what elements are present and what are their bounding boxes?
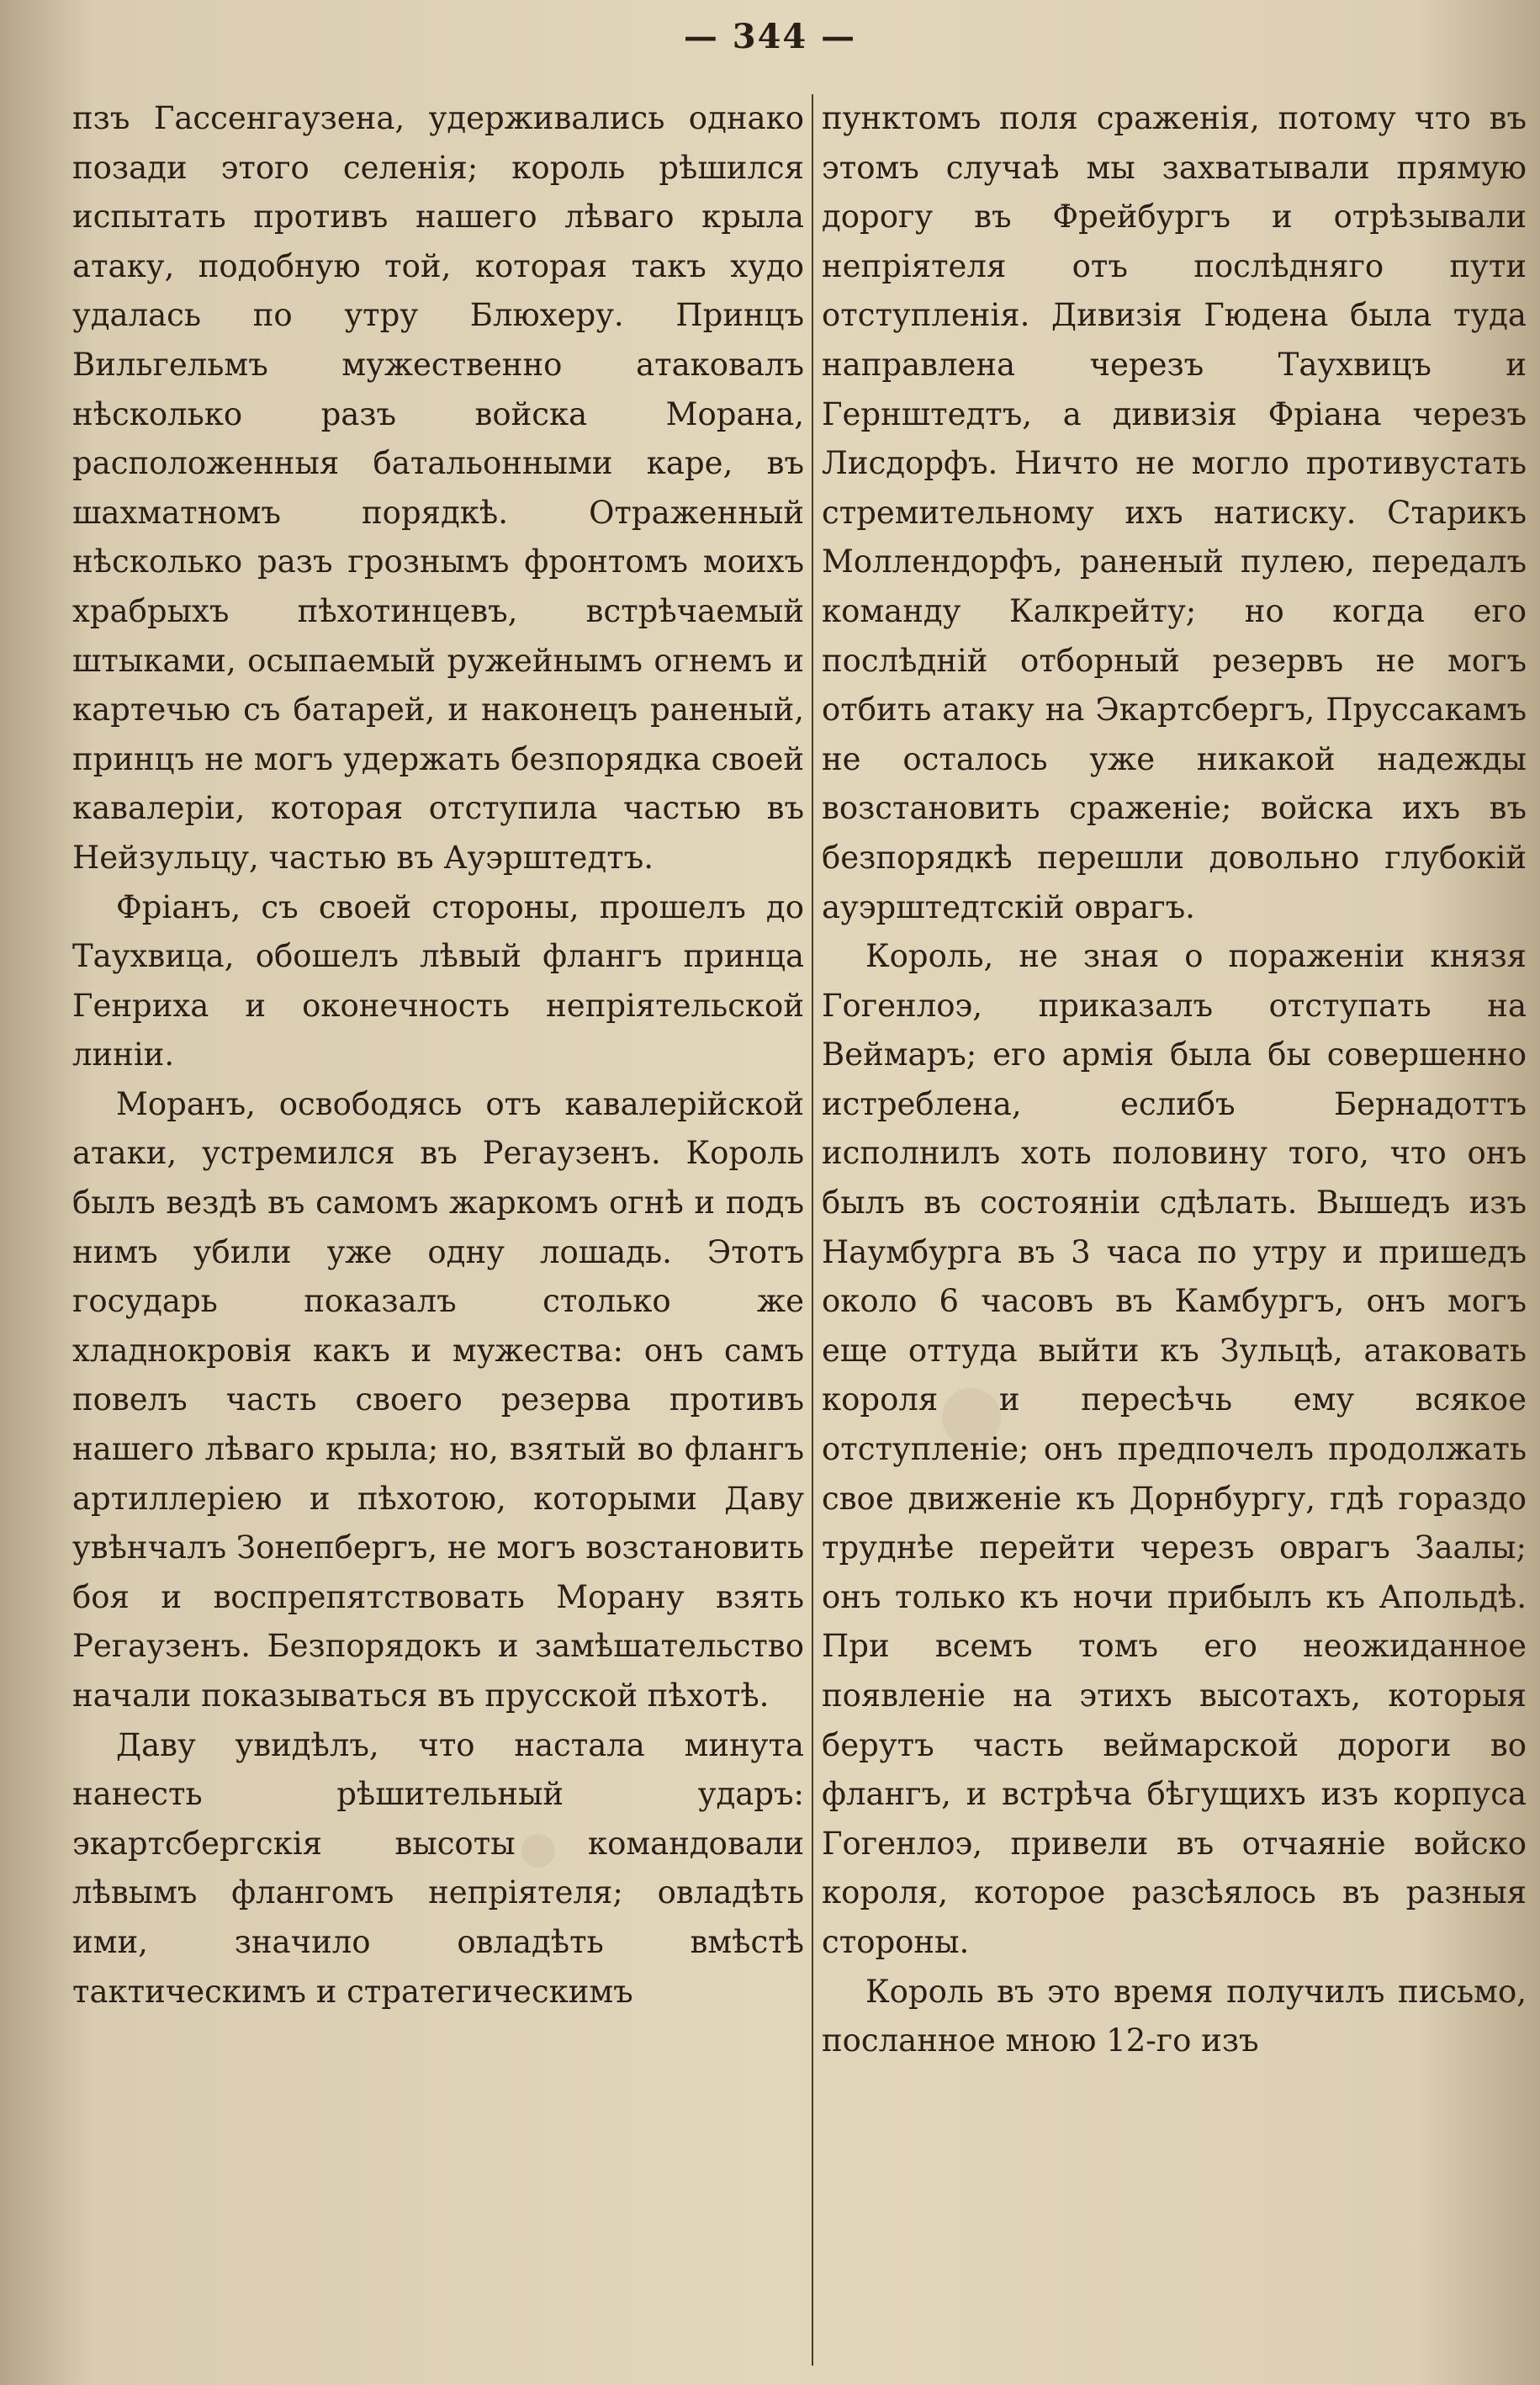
left-column (72, 94, 804, 2349)
paragraph: Фріанъ, съ своей стороны, прошелъ до Таухвица, обошелъ лѣвый флангъ принца Генриха и оконечность непріятельской линіи. (72, 888, 804, 1073)
paragraph: Моранъ, освободясь отъ кавалерійской атаки, устремился въ Регаузенъ. Король былъ вездѣ въ самомъ жаркомъ огнѣ и подъ нимъ убили уже одну лошадь. Этотъ государь показалъ столько же хладнокровія какъ и мужества: онъ самъ повелъ часть своего резерва противъ нашего лѣваго крыла; но, взятый во флангъ артиллеріею и пѣхотою, которыми Даву увѣнчалъ Зонепбергъ, не могъ возстановить боя и воспрепятствовать Морану взять Регаузенъ. Безпорядокъ и замѣшательство начали показываться въ прусской пѣхотѣ. (72, 1085, 804, 1714)
paragraph: Король въ это время получилъ письмо, посланное мною 12-го изъ (822, 1973, 1527, 2059)
right-column (822, 94, 1527, 2349)
page-number: — 344 — (683, 17, 857, 56)
column-divider (812, 94, 813, 2366)
paragraph: пзъ Гассенгаузена, удерживались однако позади этого селенія; король рѣшился испытать противъ нашего лѣваго крыла атаку, подобную той, которая такъ худо удалась по утру Блюхеру. Принцъ Вильгельмъ мужественно атаковалъ нѣсколько разъ войска Морана, расположенныя батальонными каре, въ шахматномъ порядкѣ. Отраженный нѣсколько разъ грознымъ фронтомъ моихъ храбрыхъ пѣхотинцевъ, встрѣчаемый штыками, осыпаемый ружейнымъ огнемъ и картечью съ батарей, и наконецъ раненый, принцъ не могъ удержать безпорядка своей кавалеріи, которая отступила частью въ Нейзульцу, частью въ Ауэрштедтъ. (72, 100, 804, 876)
paragraph: пунктомъ поля сраженія, потому что въ этомъ случаѣ мы захватывали прямую дорогу въ Фрейбургъ и отрѣзывали непріятеля отъ послѣдняго пути отступленія. Дивизія Гюдена была туда направлена черезъ Таухвицъ и Гернштедтъ, а дивизія Фріана черезъ Лисдорфъ. Ничто не могло противустать стремительному ихъ натиску. Старикъ Моллендорфъ, раненый пулею, передалъ команду Калкрейту; но когда его послѣдній отборный резервъ не могъ отбить атаку на Экартсбергъ, Пруссакамъ не осталось уже никакой надежды возстановить сраженіе; войска ихъ въ безпорядкѣ перешли довольно глубокій ауэрштедтскій оврагъ. (822, 100, 1527, 925)
paragraph: Даву увидѣлъ, что настала минута нанесть рѣшительный ударъ: экартсбергскія высоты командовали лѣвымъ флангомъ непріятеля; овладѣть ими, значило овладѣть вмѣстѣ тактическимъ и стратегическимъ (72, 1726, 804, 2010)
paragraph: Король, не зная о пораженіи князя Гогенлоэ, приказалъ отступать на Веймаръ; его армія была бы совершенно истреблена, еслибъ Бернадоттъ исполнилъ хоть половину того, что онъ былъ въ состояніи сдѣлать. Вышедъ изъ Наумбурга въ 3 часа по утру и пришедъ около 6 часовъ въ Камбургъ, онъ могъ еще оттуда выйти къ Зульцѣ, атаковать короля и пересѣчь ему всякое отступленіе; онъ предпочелъ продолжать свое движеніе къ Дорнбургу, гдѣ гораздо труднѣе перейти черезъ оврагъ Заалы; онъ только къ ночи прибылъ къ Апольдѣ. При всемъ томъ его неожиданное появленіе на этихъ высотахъ, которыя берутъ часть веймарской дороги во флангъ, и встрѣча бѣгущихъ изъ корпуса Гогенлоэ, привели въ отчаяніе войско короля, которое разсѣялось въ разныя стороны. (822, 938, 1527, 1960)
